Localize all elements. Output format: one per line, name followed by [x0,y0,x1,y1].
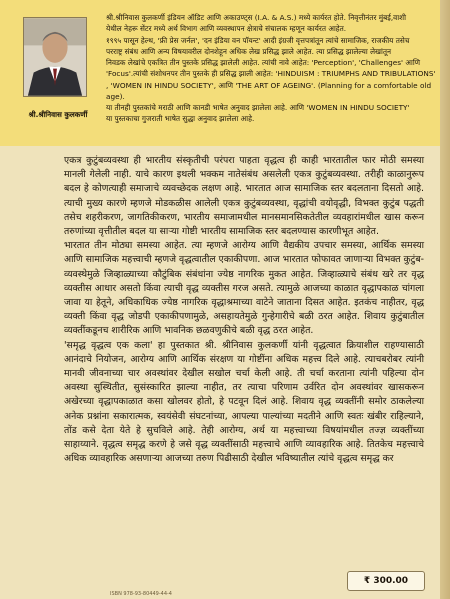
barcode-text: ISBN 978-93-80449-44-4 [110,591,172,597]
spine-edge [440,0,450,599]
bio-line: परराष्ट्र संबंध आणि अन्य विषयावरील दोनशेहून अधिक लेख प्रसिद्ध झाले आहेत. त्या प्रसिद्ध झालेल्या लेखांतून [106,46,392,56]
bio-line: निवडक लेखांचे एकत्रित तीन पुस्तके प्रसिद्ध झालेली आहेत. त्यांची नावे आहेत: 'Perception', 'Challenges' आणि [106,58,420,67]
bio-line: १९९५ पासून हेल्थ, 'फ्री प्रेस जर्नल', 'दन इंडिया वन पॉयन्ट' आदी इंग्रजी वृत्तपत्रांतून त्यांचे सामाजिक, राजकीय तसेच [106,35,410,45]
author-panel [0,0,450,146]
bio-line: या पुस्तकाचा गुजराती भाषेत सुद्धा अनुवाद झालेला आहे. [106,114,255,124]
author-photo-icon [23,17,87,97]
blurb-paragraph: 'समृद्ध वृद्धत्व एक कला' हा पुस्तकात श्री. श्रीनिवास कुलकर्णी यांनी वृद्धत्वात क्रियाशील राहण्यासाठी आनंदाचे नियोजन, आरोग्य आणि आर्थिक संरक्षण या गोष्टींना अधिक महत्त्व दिले आहे. त्याचबरोबर त्यांनी मानवी जीवनाच्या चार अवस्थांवर देखील सखोल चर्चा केली आहे. ती चर्चा करताना त्यांनी पहिल्या दोन अवस्था सुस्थितीत, सुसंस्कारित झाल्या नाहीत, तर त्याचा परिणाम उर्वरित दोन अवस्थांवर खासकरून अखेरच्या वृद्धापकाळात कसा खोलवर होतो, हे पटवून दिलं आहे. शिवाय वृद्ध व्यक्तींनी समोर ठाकलेल्या अनेक प्रश्नांना सकारात्मक, स्वयंसेवी संघटनांच्या, आपल्या पाल्यांच्या मदतीने आणि स्वतः खंबीर राहिल्याने, तोंड कसे देता येते हे सुचविले आहे. तेही आरोग्य, अर्थ या महत्त्वाच्या विषयांमधील तज्ज्ञ व्यक्तींच्या साहाय्याने. वृद्धत्व समृद्ध करणे हे जसे वृद्ध व्यक्तींसाठी महत्त्वाचे आणि व्यावहारिक आहे. तितकेच महत्त्वाचे अधिक व्यावहारिक असणाऱ्या आजच्या तरुण पिढीसाठी देखील भविष्यातील त्यांचे वृद्धत्व समृद्ध कर [64,339,424,465]
bio-line: येथील नेहरू सेंटर मध्ये अर्थ विभाग आणि व्यवस्थापन क्षेत्राचे संचालक म्हणून कार्यरत आहेत. [106,24,347,34]
book-blurb [64,154,424,466]
bio-line: , 'WOMEN IN HINDU SOCIETY', आणि 'THE ART OF AGEING'. (Planning for a comfortable old age). [106,80,432,101]
author-caption: श्री.श्रीनिवास कुलकर्णी [28,110,88,119]
bio-line: श्री.श्रीनिवास कुलकर्णी इंडियन ऑडिट आणि अकाउण्ट्स (I.A. & A.S.) मध्ये कार्यरत होते. निवृत्तीनंतर मुंबई,वाशी [106,13,406,22]
barcode-strip [110,590,365,599]
bio-line: या तीनही पुस्तकांचे मराठी आणि कानडी भाषेत अनुवाद झालेला आहे. आणि 'WOMEN IN HINDU SOCIETY' [106,103,410,112]
blurb-paragraph: एकत्र कुटुंबव्यवस्था ही भारतीय संस्कृतीची परंपरा पाहता वृद्धत्व ही काही भारतातील फार मोठी समस्या मानली गेलेली नाही. याचे कारण इथली भक्कम नातेसंबंध असलेली एकत्र कुटुंबव्यवस्था. तरीही काळानुरूप बदल हे कोणत्याही समाजाचे व्यवच्छेदक लक्षण आहे. भारतात आज सामाजिक स्तर बदलताना दिसतो आहे. त्याची मुख्य कारणे म्हणजे मोडकळीस आलेली एकत्र कुटुंबव्यवस्था, वृद्धांची वयोवृद्धी, विभक्त कुटुंब पद्धती तसेच शहरीकरण, जागतिकीकरण, भारतीय समाजामधील मानसमानसिकतेतील व्यवहारांमधील खास करून तरुणांच्या वृत्तीतील बदल या साऱ्या गोष्टी भारतीय सामाजिक स्तर बदलण्यास कारणीभूत आहेत. [64,155,424,238]
price-badge: ₹ 300.00 [347,571,425,591]
blurb-paragraph: भारतात तीन मोठ्या समस्या आहेत. त्या म्हणजे आरोग्य आणि वैद्यकीय उपचार समस्या, आर्थिक समस्या आणि सामाजिक महत्त्वाची म्हणजे वृद्धत्वातील एकाकीपणा. आज भारतात फोफावत जाणाऱ्या विभक्त कुटुंब-व्यवस्थेमुळे जिव्हाळ्याच्या कौटुंबिक संबंधांना ज्येष्ठ नागरिक मुकत आहेत. जिव्हाळ्याचे संबंध खरे तर वृद्ध व्यक्तीस आधार असतो किंवा त्याची वृद्ध व्यक्तीस गरज असते. त्यामुळे आजच्या काळात वृद्धापकाळ चांगला जावा या हेतूने, अधिकाधिक ज्येष्ठ नागरिक वृद्धाश्रमाच्या वाटेने जाताना दिसत आहेत. इतकंच नाहीतर, वृद्ध व्यक्ती किंवा वृद्ध जोडपी एकाकीपणामुळे, असहायतेमुळे गुन्हेगारीचे बळी ठरत आहेत. शिवाय कुटुंबातील व्यक्तींकडूनच शारीरिक आणि भावनिक छळवणुकीचे बळी वृद्ध ठरत आहेत. [64,240,424,337]
author-bio [106,12,436,125]
bio-line: 'Focus'.त्यांची संशोधनपर तीन पुस्तके ही प्रसिद्ध झाली आहेत: 'HINDUISM : TRIUMPHS AND TRIBULATIONS' [106,69,436,79]
